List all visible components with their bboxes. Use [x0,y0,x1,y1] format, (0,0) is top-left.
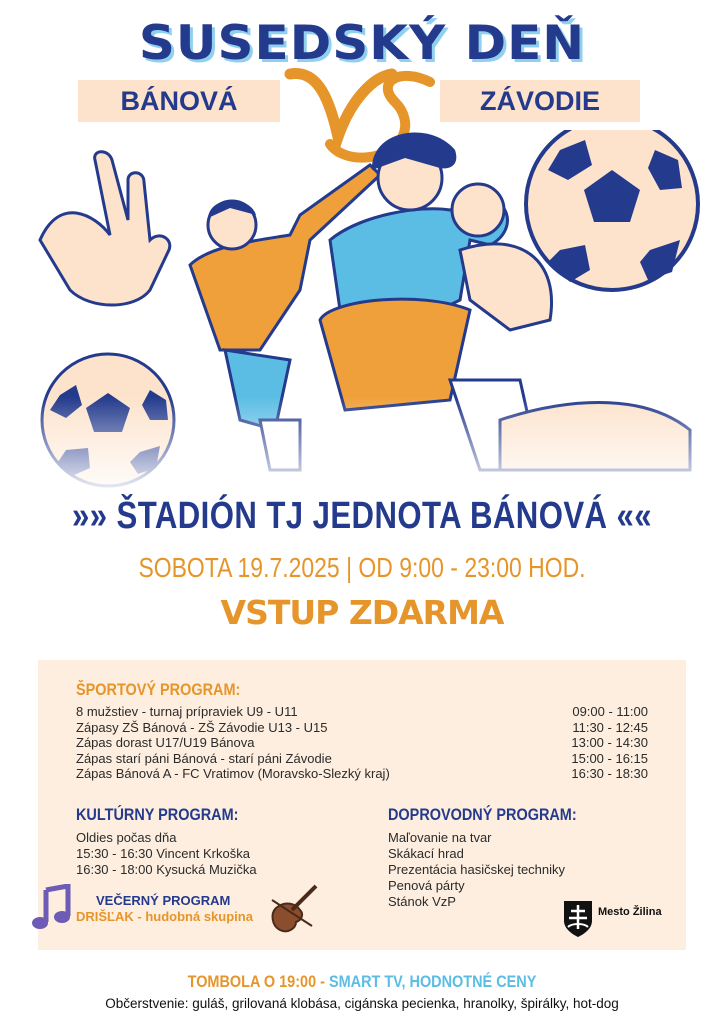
evening-program-label: VEČERNÝ PROGRAM [96,893,231,908]
culture-program-title: KULTÚRNY PROGRAM: [76,805,239,824]
sport-item-name: Zápas starí páni Bánová - starí páni Závodie [76,751,332,766]
extra-item: Penová párty [388,878,465,893]
sport-item-time: 13:00 - 14:30 [571,735,648,750]
sport-item-name: 8 mužstiev - turnaj prípraviek U9 - U11 [76,704,298,719]
sport-program-row [76,720,648,736]
sport-item-name: Zápasy ZŠ Bánová - ZŠ Závodie U13 - U15 [76,720,328,735]
sport-item-time: 11:30 - 12:45 [572,720,648,735]
culture-item: 16:30 - 18:00 Kysucká Muzička [76,862,257,877]
event-date: SOBOTA 19.7.2025 | OD 9:00 - 23:00 HOD. [138,552,586,583]
violin-icon [266,880,322,934]
free-entry-banner: VSTUP ZDARMA [220,593,504,632]
football-players-illustration [0,130,724,500]
evening-program-act: DRIŠĽAK - hudobná skupina [76,909,253,924]
extra-item: Maľovanie na tvar [388,830,492,845]
sport-program-row [76,751,648,767]
venue-heading: »» ŠTADIÓN TJ JEDNOTA BÁNOVÁ «« [71,495,653,537]
event-title: SUSEDSKÝ DEŇ [138,15,586,71]
sport-item-name: Zápas dorast U17/U19 Bánova [76,735,255,750]
sport-item-time: 15:00 - 16:15 [571,751,648,766]
sport-program-row [76,704,648,720]
team-right: ZÁVODIE [440,80,640,122]
extra-item: Prezentácia hasičskej techniky [388,862,566,877]
sport-item-time: 09:00 - 11:00 [572,704,648,719]
extra-item: Stánok VzP [388,894,456,909]
city-crest-icon [562,899,594,939]
music-note-icon [32,884,72,932]
sport-program-row [76,766,648,782]
team-left: BÁNOVÁ [78,80,280,122]
sport-program-row [76,735,648,751]
tombola-prizes: SMART TV, HODNOTNÉ CENY [328,972,537,991]
culture-item: 15:30 - 16:30 Vincent Krkoška [76,846,250,861]
refreshments-line: Občerstvenie: guláš, grilovaná klobása, cigánska pecienka, hranolky, špirálky, hot-dog [105,996,619,1011]
tombola-time: TOMBOLA O 19:00 - [187,972,325,991]
sport-program-title: ŠPORTOVÝ PROGRAM: [76,680,241,699]
extra-item: Skákací hrad [388,846,464,861]
sponsor-name: Mesto Žilina [598,906,662,918]
tombola-line [54,972,669,992]
extra-program-title: DOPROVODNÝ PROGRAM: [388,805,577,824]
sport-item-time: 16:30 - 18:30 [571,766,648,781]
culture-item: Oldies počas dňa [76,830,177,845]
sport-item-name: Zápas Bánová A - FC Vratimov (Moravsko-Slezký kraj) [76,766,390,781]
